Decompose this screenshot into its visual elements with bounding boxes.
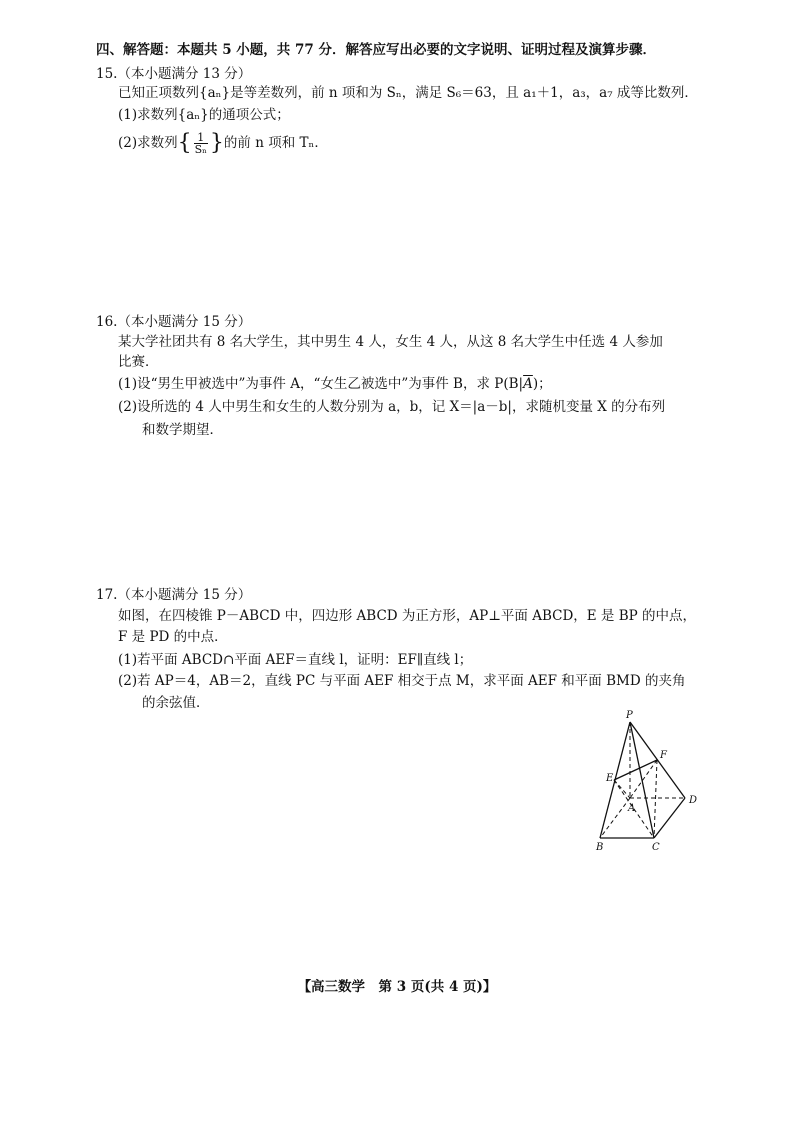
question-16-part-2-line-1: (2)设所选的 4 人中男生和女生的人数分别为 a，b，记 X＝|a－b|，求随机变量 X 的分布列 <box>118 399 666 415</box>
complement-event: $\overline{A}$ <box>523 376 533 392</box>
question-16-part-2-line-2: 和数学期望． <box>142 422 223 438</box>
fraction <box>194 132 208 155</box>
label-C: C <box>652 842 660 853</box>
label-E: E <box>606 773 614 784</box>
edge-CD <box>654 798 685 838</box>
segment-EF <box>614 760 657 780</box>
question-16-stem-line-1: 某大学社团共有 8 名大学生，其中男生 4 人，女生 4 人，从这 8 名大学生中任选 4 人参加 <box>118 334 663 350</box>
question-17-part-2-line-2: 的余弦值． <box>142 695 210 711</box>
question-16-part-1-prefix: (1)设“男生甲被选中”为事件 A，“女生乙被选中”为事件 B，求 P(B| <box>118 376 524 392</box>
segment-FC <box>654 760 657 838</box>
question-17-part-2-line-1: (2)若 AP＝4，AB＝2，直线 PC 与平面 AEF 相交于点 M，求平面 AEF 和平面 BMD 的夹角 <box>118 673 686 689</box>
pyramid-figure <box>590 708 702 853</box>
fraction-numerator: 1 <box>194 132 208 144</box>
question-16-part-1-suffix: )； <box>532 376 552 392</box>
question-17-title: 17.（本小题满分 15 分） <box>96 587 252 603</box>
question-16-stem-line-2: 比赛． <box>118 354 159 370</box>
question-15-title: 15.（本小题满分 13 分） <box>96 66 252 82</box>
question-16-part-1 <box>118 375 552 393</box>
label-P: P <box>626 710 633 721</box>
question-15-part-2-prefix: (2)求数列 <box>118 135 178 151</box>
fraction-denominator: Sₙ <box>194 143 207 156</box>
question-15-part-2-suffix: 的前 n 项和 Tₙ． <box>223 135 328 151</box>
label-D: D <box>689 795 698 806</box>
section-heading: 四、解答题：本题共 5 小题，共 77 分．解答应写出必要的文字说明、证明过程及演算步骤． <box>96 42 656 58</box>
question-15-part-2 <box>118 132 328 155</box>
label-F: F <box>660 750 667 761</box>
question-16-title: 16.（本小题满分 15 分） <box>96 314 252 330</box>
question-17-stem-line-2: F 是 PD 的中点． <box>118 629 228 645</box>
edge-AB <box>600 798 630 838</box>
question-17-stem-line-1: 如图，在四棱锥 P－ABCD 中，四边形 ABCD 为正方形，AP⊥平面 ABCD，E 是 BP 的中点， <box>118 608 697 624</box>
page-footer: 【高三数学 第 3 页(共 4 页)】 <box>297 979 497 995</box>
question-17-part-1: (1)若平面 ABCD∩平面 AEF＝直线 l，证明：EF∥直线 l； <box>118 652 473 668</box>
left-brace: { <box>177 130 192 156</box>
question-15-part-1: (1)求数列{aₙ}的通项公式； <box>118 107 290 123</box>
question-15-stem: 已知正项数列{aₙ}是等差数列，前 n 项和为 Sₙ，满足 S₆＝63，且 a₁＋1，a₃，a₇ 成等比数列． <box>118 85 698 101</box>
right-brace: } <box>209 130 224 156</box>
label-B: B <box>596 842 604 853</box>
label-A: A <box>628 803 636 814</box>
